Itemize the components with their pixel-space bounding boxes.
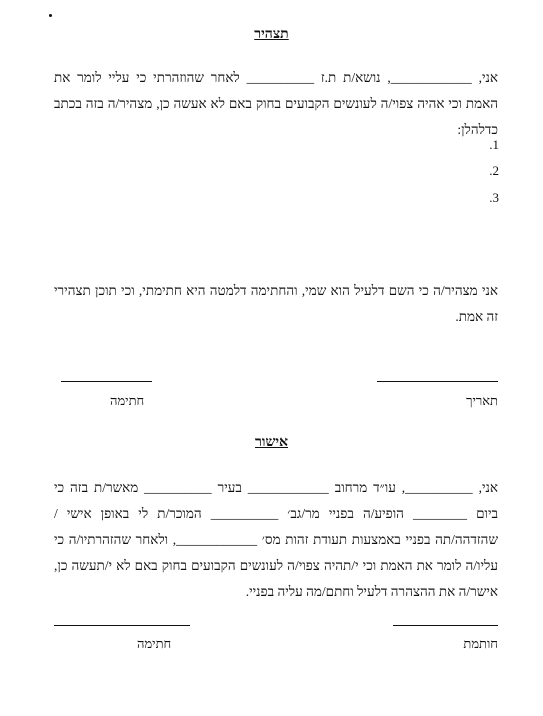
approval-body: אני, __________, עו״ד מרחוב ____________ בעיר __________ מאשר/ת בזה כי ביום ________ הופיע/ה בפניי מר/גב׳ __________ המוכר/ת לי באופן אישי / שהזדהה/תה בפניי באמצעות תעודת זהות מס׳ ____________, ולאחר שהזהרתיו/ה כי עליו/ה לומר את האמת וכי י/תהיה צפוי/ה לעונשים הקבועים בחוק באם לא י/תעשה כן, אישר/ה את ההצהרה דלעיל וחתם/מה עליה בפניי. bbox=[54, 480, 498, 599]
declaration-item-2: 2. bbox=[489, 163, 499, 178]
declaration-item-1: 1. bbox=[489, 137, 499, 152]
declaration-title: תצהיר bbox=[254, 27, 289, 42]
declaration-item-3: 3. bbox=[489, 190, 499, 205]
stray-mark bbox=[49, 14, 52, 17]
approval-signature-label: חתימה bbox=[137, 636, 172, 651]
declaration-signature-label: חתימה bbox=[110, 393, 145, 408]
declaration-intro: אני, ____________, נושא/ת ת.ז __________ לאחר שהוזהרתי כי עליי לומר את האמת וכי אהיה צפוי/ה לעונשים הקבועים בחוק באם לא אעשה כן, מצהיר/ה בזה בכתב כדלהלן: bbox=[54, 70, 498, 137]
declaration-signature-line bbox=[61, 381, 152, 382]
date-line bbox=[377, 381, 498, 382]
stamp-label: חותמת bbox=[463, 636, 498, 651]
approval-title: אישור bbox=[254, 435, 289, 450]
declaration-closing: אני מצהיר/ה כי השם דלעיל הוא שמי, והחתימה דלמטה היא חתימתי, וכי תוכן תצהירי זה אמת. bbox=[54, 283, 498, 324]
date-label: תאריך bbox=[466, 393, 498, 408]
stamp-line bbox=[393, 625, 498, 626]
approval-signature-line bbox=[54, 625, 190, 626]
